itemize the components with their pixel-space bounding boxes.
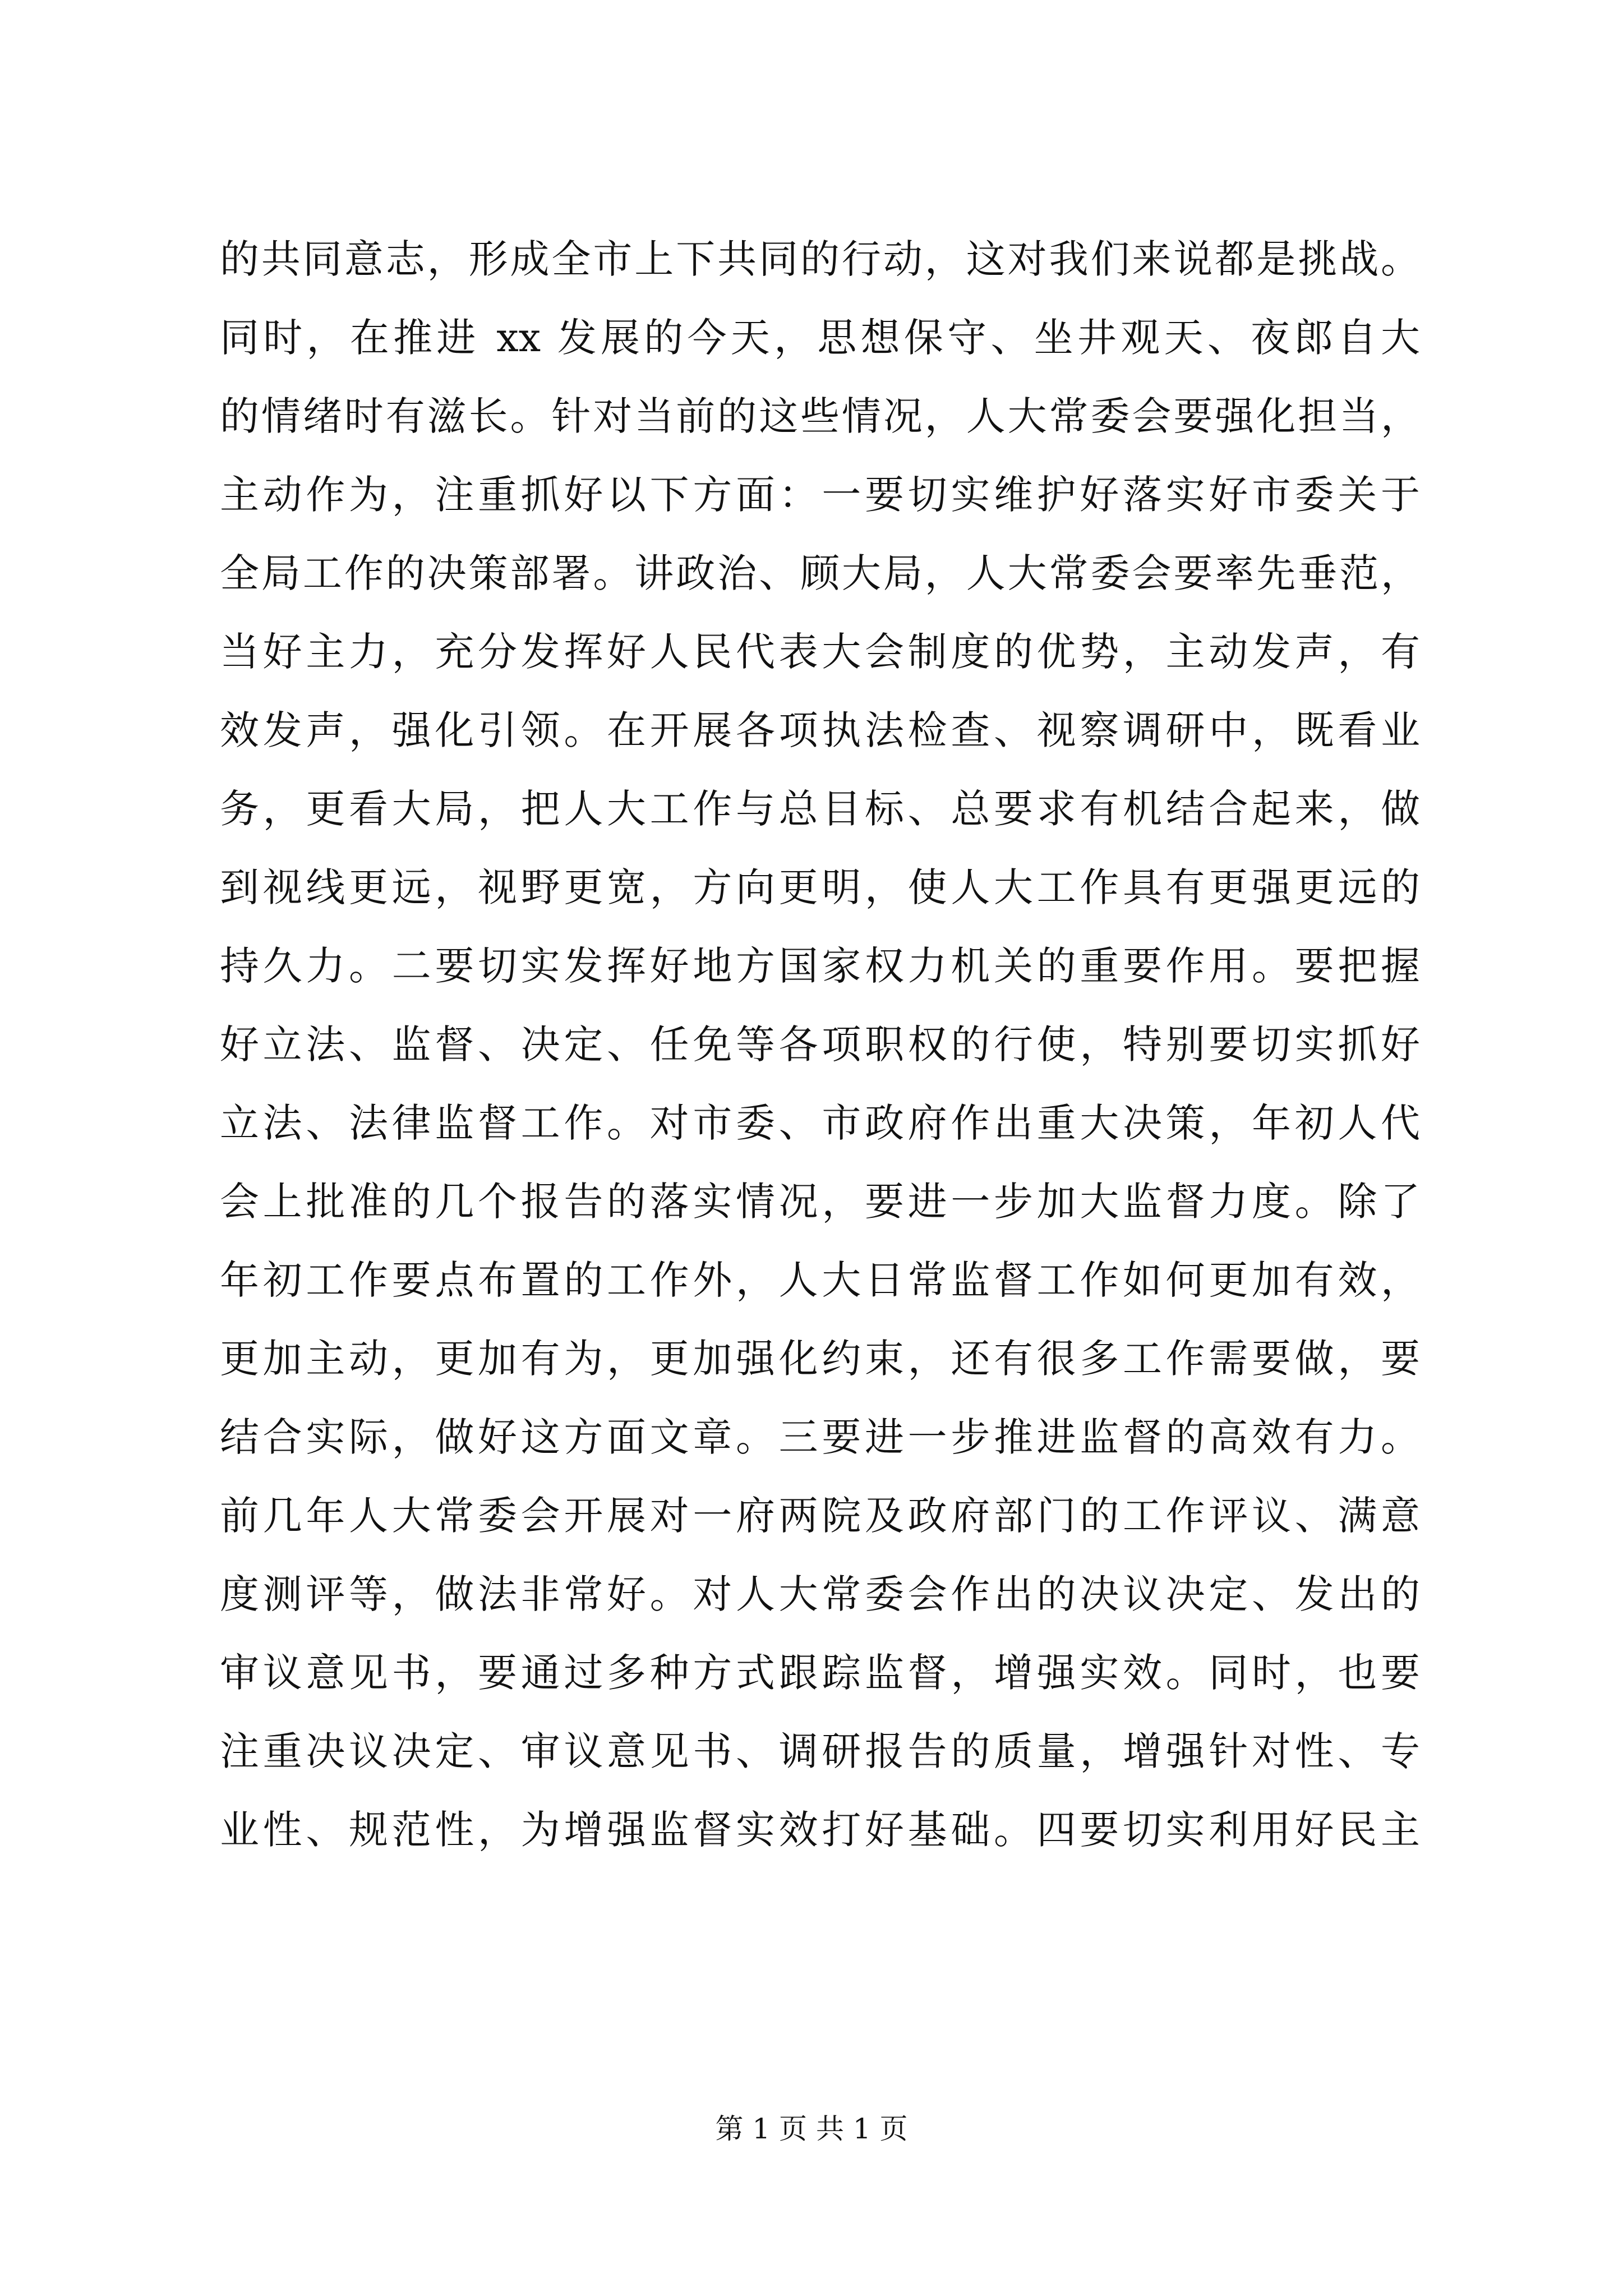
text-line: 业性、规范性，为增强监督实效打好基础。四要切实利用好民主 [220,1807,1420,1853]
text-line: 到视线更远，视野更宽，方向更明，使人大工作具有更强更远的 [220,864,1420,910]
text-line: 的共同意志，形成全市上下共同的行动，这对我们来说都是挑战。 [220,236,1420,282]
text-line: 年初工作要点布置的工作外，人大日常监督工作如何更加有效， [220,1257,1420,1303]
text-line: 全局工作的决策部署。讲政治、顾大局，人大常委会要率先垂范， [220,550,1420,596]
page-number-label: 第 1 页 共 1 页 [715,2113,908,2145]
text-line: 的情绪时有滋长。针对当前的这些情况，人大常委会要强化担当， [220,393,1420,439]
text-line: 结合实际，做好这方面文章。三要进一步推进监督的高效有力。 [220,1414,1420,1460]
text-line: 同时，在推进 xx 发展的今天，思想保守、坐井观天、夜郎自大 [220,315,1420,361]
text-line: 持久力。二要切实发挥好地方国家权力机关的重要作用。要把握 [220,943,1420,989]
text-line: 注重决议决定、审议意见书、调研报告的质量，增强针对性、专 [220,1728,1420,1774]
text-line: 立法、法律监督工作。对市委、市政府作出重大决策，年初人代 [220,1100,1420,1146]
text-line: 更加主动，更加有为，更加强化约束，还有很多工作需要做，要 [220,1336,1420,1382]
text-line: 会上批准的几个报告的落实情况，要进一步加大监督力度。除了 [220,1179,1420,1225]
text-line: 效发声，强化引领。在开展各项执法检查、视察调研中，既看业 [220,707,1420,753]
text-line: 审议意见书，要通过多种方式跟踪监督，增强实效。同时，也要 [220,1650,1420,1696]
text-line: 度测评等，做法非常好。对人大常委会作出的决议决定、发出的 [220,1571,1420,1617]
text-line: 务，更看大局，把人大工作与总目标、总要求有机结合起来，做 [220,786,1420,832]
text-line: 当好主力，充分发挥好人民代表大会制度的优势，主动发声，有 [220,629,1420,675]
body-text [220,220,1420,1869]
text-line: 前几年人大常委会开展对一府两院及政府部门的工作评议、满意 [220,1493,1420,1539]
text-line: 主动作为，注重抓好以下方面：一要切实维护好落实好市委关于 [220,472,1420,518]
text-line: 好立法、监督、决定、任免等各项职权的行使，特别要切实抓好 [220,1022,1420,1068]
page-footer [0,2109,1623,2148]
